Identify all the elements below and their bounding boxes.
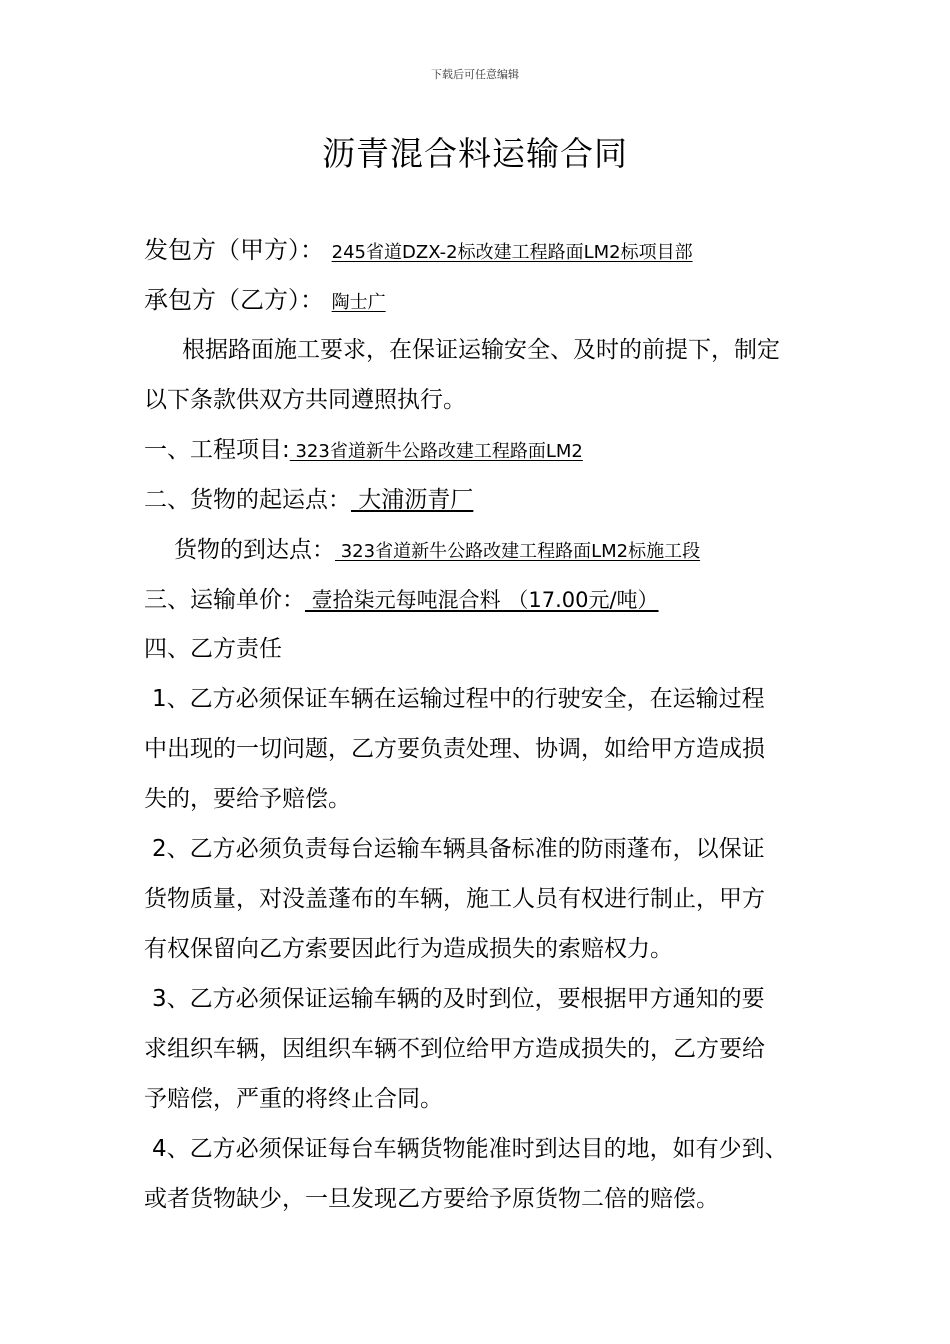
- clause-line: 4、乙方必须保证每台车辆货物能准时到达目的地，如有少到、: [152, 1136, 788, 1162]
- clause-line: 失的，要给予赔偿。: [144, 786, 351, 812]
- clause-line: 2、乙方必须负责每台运输车辆具备标准的防雨蓬布，以保证: [152, 836, 765, 862]
- party-a-label: 发包方（甲方）：: [144, 236, 324, 264]
- clause-line: 予赔偿，严重的将终止合同。: [144, 1086, 443, 1112]
- item-3-line: [144, 585, 659, 615]
- item-4-heading: 四、乙方责任: [144, 636, 282, 662]
- clause-line: 或者货物缺少，一旦发现乙方要给予原货物二倍的赔偿。: [144, 1186, 719, 1212]
- item-2-label: 二、货物的起运点：: [144, 487, 351, 513]
- item-2b-value: 323省道新牛公路改建工程路面LM2标施工段: [335, 541, 701, 562]
- party-b-value: 陶士广: [331, 292, 386, 313]
- party-b-line: [144, 285, 386, 318]
- clause-line: 货物质量，对没盖蓬布的车辆，施工人员有权进行制止，甲方: [144, 886, 765, 912]
- intro-line-1: 根据路面施工要求，在保证运输安全、及时的前提下，制定: [182, 337, 780, 363]
- document-title: 沥青混合料运输合同: [322, 134, 628, 173]
- clause-line: 1、乙方必须保证车辆在运输过程中的行驶安全，在运输过程: [152, 686, 765, 712]
- item-2b-label: 货物的到达点：: [174, 537, 335, 563]
- clause-line: 有权保留向乙方索要因此行为造成损失的索赔权力。: [144, 936, 673, 962]
- item-2b-line: [174, 535, 700, 567]
- item-3-value: 壹拾柒元每吨混合料 （17.00元/吨）: [305, 588, 659, 612]
- clause-line: 中出现的一切问题，乙方要负责处理、协调，如给甲方造成损: [144, 736, 765, 762]
- clause-line: 求组织车辆，因组织车辆不到位给甲方造成损失的，乙方要给: [144, 1036, 765, 1062]
- header-note: 下载后可任意编辑: [431, 68, 519, 81]
- party-a-line: [144, 235, 693, 268]
- intro-line-2: 以下条款供双方共同遵照执行。: [144, 387, 466, 413]
- item-2-value: 大浦沥青厂: [351, 487, 474, 513]
- item-1-line: [144, 435, 583, 467]
- item-1-label: 一、工程项目:: [144, 437, 290, 463]
- item-2-line: [144, 485, 473, 515]
- item-3-label: 三、运输单价：: [144, 587, 305, 613]
- party-a-value: 245省道DZX-2标改建工程路面LM2标项目部: [331, 242, 693, 263]
- party-b-label: 承包方（乙方）：: [144, 286, 324, 314]
- item-1-value: 323省道新牛公路改建工程路面LM2: [289, 441, 583, 462]
- clause-line: 3、乙方必须保证运输车辆的及时到位，要根据甲方通知的要: [152, 986, 765, 1012]
